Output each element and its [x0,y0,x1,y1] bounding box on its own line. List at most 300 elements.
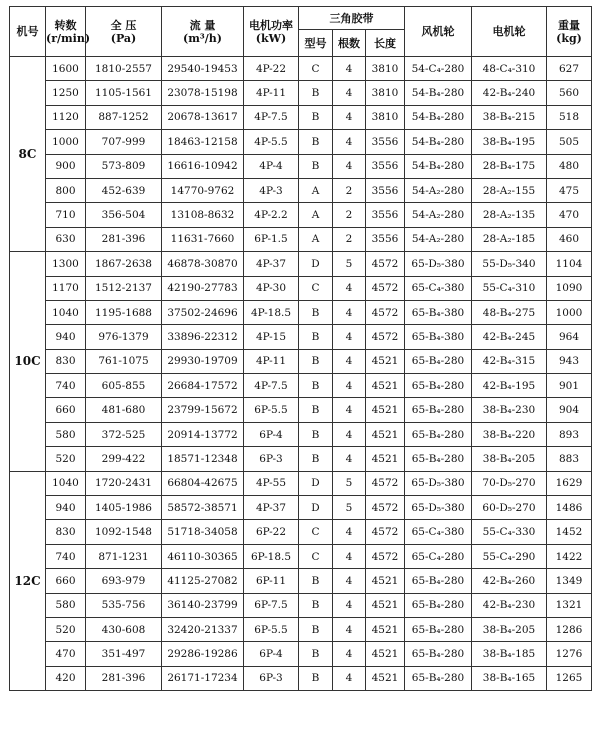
motor-wheel-cell: 55-D₅-340 [472,252,547,276]
weight-cell: 1276 [547,642,592,666]
flow-cell: 42190-27783 [162,276,244,300]
belt-length-cell: 4572 [366,300,405,324]
belt-count-cell: 4 [333,398,366,422]
pressure-cell: 1405-1986 [86,496,162,520]
table-row [10,520,592,544]
flow-cell: 29286-19286 [162,642,244,666]
power-cell: 4P-7.5 [244,105,299,129]
speed-cell: 940 [46,496,86,520]
pressure-cell: 1810-2557 [86,57,162,81]
motor-wheel-cell: 55-C₄-310 [472,276,547,300]
belt-type-cell: B [299,154,333,178]
pressure-cell: 1720-2431 [86,471,162,495]
motor-wheel-cell: 48-C₄-310 [472,57,547,81]
weight-cell: 1104 [547,252,592,276]
flow-cell: 18571-12348 [162,447,244,471]
belt-type-cell: C [299,544,333,568]
belt-length-cell: 4521 [366,374,405,398]
weight-cell: 1422 [547,544,592,568]
fan-wheel-cell: 65-B₄-280 [405,569,472,593]
table-row [10,203,592,227]
flow-cell: 66804-42675 [162,471,244,495]
table-row [10,252,592,276]
pressure-cell: 1092-1548 [86,520,162,544]
pressure-cell: 693-979 [86,569,162,593]
weight-cell: 505 [547,130,592,154]
flow-cell: 20678-13617 [162,105,244,129]
fan-wheel-cell: 65-D₅-380 [405,496,472,520]
power-cell: 6P-5.5 [244,398,299,422]
power-cell: 4P-15 [244,325,299,349]
speed-cell: 830 [46,520,86,544]
belt-count-cell: 4 [333,666,366,690]
belt-length-cell: 4521 [366,447,405,471]
speed-cell: 1000 [46,130,86,154]
pressure-cell: 605-855 [86,374,162,398]
speed-cell: 900 [46,154,86,178]
header-pressure [86,7,162,57]
pressure-cell: 761-1075 [86,349,162,373]
power-cell: 6P-7.5 [244,593,299,617]
belt-count-cell: 4 [333,325,366,349]
header-power-label: 电机功率 [249,18,293,32]
fan-wheel-cell: 65-B₄-280 [405,422,472,446]
pressure-cell: 351-497 [86,642,162,666]
motor-wheel-cell: 28-A₂-155 [472,178,547,202]
pressure-cell: 573-809 [86,154,162,178]
belt-type-cell: B [299,374,333,398]
motor-wheel-cell: 38-B₄-230 [472,398,547,422]
belt-type-cell: D [299,252,333,276]
table-row [10,496,592,520]
flow-cell: 46878-30870 [162,252,244,276]
belt-length-cell: 3810 [366,57,405,81]
fan-wheel-cell: 65-B₄-280 [405,593,472,617]
speed-cell: 470 [46,642,86,666]
belt-count-cell: 4 [333,617,366,641]
pressure-cell: 1512-2137 [86,276,162,300]
model-cell: 8C [10,57,46,252]
fan-wheel-cell: 54-B₄-280 [405,154,472,178]
belt-type-cell: D [299,471,333,495]
power-cell: 4P-30 [244,276,299,300]
speed-cell: 830 [46,349,86,373]
weight-cell: 964 [547,325,592,349]
motor-wheel-cell: 38-B₄-195 [472,130,547,154]
pressure-cell: 430-608 [86,617,162,641]
flow-cell: 32420-21337 [162,617,244,641]
speed-cell: 1040 [46,300,86,324]
pressure-cell: 707-999 [86,130,162,154]
pressure-cell: 299-422 [86,447,162,471]
header-power-unit: (kW) [255,31,287,45]
pressure-cell: 452-639 [86,178,162,202]
weight-cell: 901 [547,374,592,398]
table-row [10,617,592,641]
flow-cell: 36140-23799 [162,593,244,617]
speed-cell: 1600 [46,57,86,81]
belt-type-cell: B [299,642,333,666]
power-cell: 6P-3 [244,666,299,690]
belt-type-cell: B [299,666,333,690]
weight-cell: 560 [547,81,592,105]
header-pressure-unit: (Pa) [110,31,137,45]
motor-wheel-cell: 28-A₂-185 [472,227,547,251]
spec-table-body [10,57,592,691]
header-row [10,7,592,30]
fan-wheel-cell: 65-B₄-280 [405,349,472,373]
pressure-cell: 356-504 [86,203,162,227]
belt-count-cell: 4 [333,544,366,568]
belt-type-cell: B [299,300,333,324]
header-flow-label: 流 量 [189,18,216,32]
flow-cell: 26171-17234 [162,666,244,690]
table-row [10,471,592,495]
belt-type-cell: B [299,569,333,593]
belt-length-cell: 3556 [366,178,405,202]
power-cell: 4P-7.5 [244,374,299,398]
fan-wheel-cell: 65-B₄-380 [405,300,472,324]
motor-wheel-cell: 55-C₄-330 [472,520,547,544]
power-cell: 6P-22 [244,520,299,544]
belt-count-cell: 4 [333,276,366,300]
motor-wheel-cell: 38-B₄-205 [472,447,547,471]
pressure-cell: 887-1252 [86,105,162,129]
header-speed-label: 转数 [54,18,77,32]
power-cell: 4P-3 [244,178,299,202]
header-speed-unit: (r/min) [46,31,91,45]
belt-length-cell: 4521 [366,617,405,641]
weight-cell: 1321 [547,593,592,617]
weight-cell: 883 [547,447,592,471]
table-row [10,422,592,446]
belt-type-cell: C [299,520,333,544]
fan-wheel-cell: 65-B₄-280 [405,617,472,641]
motor-wheel-cell: 42-B₄-245 [472,325,547,349]
speed-cell: 1250 [46,81,86,105]
weight-cell: 1000 [547,300,592,324]
belt-length-cell: 3556 [366,154,405,178]
power-cell: 6P-4 [244,642,299,666]
flow-cell: 11631-7660 [162,227,244,251]
table-row [10,642,592,666]
belt-count-cell: 4 [333,593,366,617]
belt-length-cell: 4572 [366,496,405,520]
table-row [10,130,592,154]
belt-length-cell: 4521 [366,349,405,373]
header-model: 机号 [10,7,46,57]
belt-count-cell: 2 [333,203,366,227]
header-belt-count: 根数 [333,30,366,57]
spec-table-wrapper [9,6,591,691]
belt-count-cell: 5 [333,252,366,276]
motor-wheel-cell: 42-B₄-315 [472,349,547,373]
pressure-cell: 281-396 [86,227,162,251]
belt-length-cell: 3556 [366,227,405,251]
belt-length-cell: 3556 [366,130,405,154]
table-row [10,593,592,617]
belt-length-cell: 3810 [366,105,405,129]
power-cell: 4P-37 [244,496,299,520]
pressure-cell: 372-525 [86,422,162,446]
weight-cell: 1452 [547,520,592,544]
flow-cell: 14770-9762 [162,178,244,202]
belt-count-cell: 4 [333,154,366,178]
pressure-cell: 871-1231 [86,544,162,568]
table-row [10,447,592,471]
motor-wheel-cell: 60-D₅-270 [472,496,547,520]
belt-length-cell: 4521 [366,398,405,422]
flow-cell: 23078-15198 [162,81,244,105]
flow-cell: 41125-27082 [162,569,244,593]
fan-wheel-cell: 65-B₄-380 [405,325,472,349]
table-row [10,57,592,81]
speed-cell: 520 [46,447,86,471]
belt-type-cell: B [299,349,333,373]
fan-wheel-cell: 65-C₄-280 [405,544,472,568]
speed-cell: 420 [46,666,86,690]
motor-wheel-cell: 42-B₄-260 [472,569,547,593]
fan-wheel-cell: 65-B₄-280 [405,642,472,666]
header-power [244,7,299,57]
flow-cell: 26684-17572 [162,374,244,398]
table-row [10,227,592,251]
power-cell: 4P-4 [244,154,299,178]
table-row [10,544,592,568]
belt-count-cell: 4 [333,447,366,471]
table-row [10,666,592,690]
pressure-cell: 1195-1688 [86,300,162,324]
motor-wheel-cell: 38-B₄-205 [472,617,547,641]
pressure-cell: 976-1379 [86,325,162,349]
flow-cell: 33896-22312 [162,325,244,349]
belt-count-cell: 4 [333,300,366,324]
weight-cell: 480 [547,154,592,178]
fan-wheel-cell: 65-C₄-380 [405,276,472,300]
belt-count-cell: 5 [333,496,366,520]
motor-wheel-cell: 55-C₄-290 [472,544,547,568]
power-cell: 6P-18.5 [244,544,299,568]
fan-wheel-cell: 54-B₄-280 [405,105,472,129]
belt-length-cell: 4521 [366,666,405,690]
motor-wheel-cell: 42-B₄-195 [472,374,547,398]
flow-cell: 58572-38571 [162,496,244,520]
power-cell: 4P-55 [244,471,299,495]
weight-cell: 1486 [547,496,592,520]
weight-cell: 470 [547,203,592,227]
table-row [10,374,592,398]
belt-count-cell: 4 [333,130,366,154]
speed-cell: 740 [46,374,86,398]
header-weight-unit: (kg) [556,31,582,45]
belt-length-cell: 4521 [366,422,405,446]
speed-cell: 580 [46,593,86,617]
belt-count-cell: 2 [333,178,366,202]
speed-cell: 580 [46,422,86,446]
header-belt: 三角胶带 [299,7,405,30]
fan-wheel-cell: 54-C₄-280 [405,57,472,81]
fan-wheel-cell: 54-A₂-280 [405,203,472,227]
belt-type-cell: C [299,57,333,81]
belt-type-cell: D [299,496,333,520]
speed-cell: 1040 [46,471,86,495]
header-belt-type: 型号 [299,30,333,57]
belt-type-cell: B [299,617,333,641]
belt-length-cell: 4572 [366,276,405,300]
pressure-cell: 1867-2638 [86,252,162,276]
table-row [10,349,592,373]
belt-length-cell: 3556 [366,203,405,227]
header-weight-label: 重量 [558,18,580,32]
belt-type-cell: A [299,203,333,227]
motor-wheel-cell: 38-B₄-215 [472,105,547,129]
belt-count-cell: 4 [333,374,366,398]
weight-cell: 893 [547,422,592,446]
flow-cell: 29930-19709 [162,349,244,373]
motor-wheel-cell: 28-B₄-175 [472,154,547,178]
power-cell: 4P-18.5 [244,300,299,324]
power-cell: 6P-11 [244,569,299,593]
header-speed [46,7,91,57]
weight-cell: 475 [547,178,592,202]
table-row [10,105,592,129]
fan-wheel-cell: 65-D₅-380 [405,252,472,276]
weight-cell: 1629 [547,471,592,495]
speed-cell: 800 [46,178,86,202]
motor-wheel-cell: 38-B₄-165 [472,666,547,690]
fan-wheel-cell: 65-B₄-280 [405,447,472,471]
table-row [10,300,592,324]
belt-count-cell: 4 [333,349,366,373]
belt-type-cell: B [299,325,333,349]
fan-wheel-cell: 65-B₄-280 [405,398,472,422]
motor-wheel-cell: 28-A₂-135 [472,203,547,227]
fan-wheel-cell: 54-B₄-280 [405,81,472,105]
speed-cell: 520 [46,617,86,641]
belt-type-cell: B [299,447,333,471]
weight-cell: 460 [547,227,592,251]
power-cell: 6P-1.5 [244,227,299,251]
fan-wheel-cell: 65-C₄-380 [405,520,472,544]
weight-cell: 627 [547,57,592,81]
motor-wheel-cell: 38-B₄-220 [472,422,547,446]
pressure-cell: 281-396 [86,666,162,690]
belt-count-cell: 4 [333,422,366,446]
flow-cell: 16616-10942 [162,154,244,178]
flow-cell: 13108-8632 [162,203,244,227]
header-flow [162,7,244,57]
power-cell: 4P-37 [244,252,299,276]
speed-cell: 1170 [46,276,86,300]
flow-cell: 18463-12158 [162,130,244,154]
belt-count-cell: 4 [333,569,366,593]
speed-cell: 1300 [46,252,86,276]
model-cell: 10C [10,252,46,472]
belt-type-cell: C [299,276,333,300]
belt-count-cell: 4 [333,642,366,666]
table-row [10,154,592,178]
motor-wheel-cell: 42-B₄-240 [472,81,547,105]
belt-length-cell: 4572 [366,544,405,568]
header-flow-unit: (m³/h) [183,31,222,45]
power-cell: 4P-5.5 [244,130,299,154]
belt-type-cell: B [299,130,333,154]
belt-count-cell: 4 [333,57,366,81]
belt-type-cell: A [299,227,333,251]
flow-cell: 23799-15672 [162,398,244,422]
speed-cell: 1120 [46,105,86,129]
header-motor-wheel: 电机轮 [472,7,547,57]
belt-length-cell: 4572 [366,325,405,349]
pressure-cell: 535-756 [86,593,162,617]
belt-length-cell: 4521 [366,642,405,666]
header-pressure-label: 全 压 [110,18,137,32]
flow-cell: 51718-34058 [162,520,244,544]
belt-count-cell: 4 [333,81,366,105]
fan-wheel-cell: 54-A₂-280 [405,178,472,202]
fan-wheel-cell: 54-A₂-280 [405,227,472,251]
table-row [10,81,592,105]
belt-type-cell: B [299,422,333,446]
power-cell: 4P-2.2 [244,203,299,227]
motor-wheel-cell: 38-B₄-185 [472,642,547,666]
speed-cell: 660 [46,398,86,422]
power-cell: 4P-22 [244,57,299,81]
power-cell: 6P-4 [244,422,299,446]
power-cell: 4P-11 [244,81,299,105]
speed-cell: 630 [46,227,86,251]
motor-wheel-cell: 48-B₄-275 [472,300,547,324]
header-weight [547,7,592,57]
belt-type-cell: B [299,81,333,105]
table-row [10,178,592,202]
speed-cell: 710 [46,203,86,227]
weight-cell: 1349 [547,569,592,593]
table-row [10,276,592,300]
fan-wheel-cell: 54-B₄-280 [405,130,472,154]
weight-cell: 518 [547,105,592,129]
flow-cell: 46110-30365 [162,544,244,568]
power-cell: 4P-11 [244,349,299,373]
fan-wheel-cell: 65-D₅-380 [405,471,472,495]
model-cell: 12C [10,471,46,691]
motor-wheel-cell: 70-D₅-270 [472,471,547,495]
belt-length-cell: 4521 [366,569,405,593]
belt-length-cell: 4572 [366,471,405,495]
belt-count-cell: 4 [333,520,366,544]
belt-count-cell: 5 [333,471,366,495]
pressure-cell: 481-680 [86,398,162,422]
belt-length-cell: 4572 [366,520,405,544]
table-row [10,398,592,422]
fan-wheel-cell: 65-B₄-280 [405,666,472,690]
weight-cell: 943 [547,349,592,373]
speed-cell: 660 [46,569,86,593]
belt-length-cell: 4572 [366,252,405,276]
fan-wheel-cell: 65-B₄-280 [405,374,472,398]
fan-spec-table [9,6,592,691]
belt-type-cell: B [299,105,333,129]
flow-cell: 29540-19453 [162,57,244,81]
power-cell: 6P-3 [244,447,299,471]
belt-count-cell: 2 [333,227,366,251]
weight-cell: 1265 [547,666,592,690]
belt-type-cell: B [299,593,333,617]
pressure-cell: 1105-1561 [86,81,162,105]
weight-cell: 1090 [547,276,592,300]
speed-cell: 940 [46,325,86,349]
table-row [10,325,592,349]
